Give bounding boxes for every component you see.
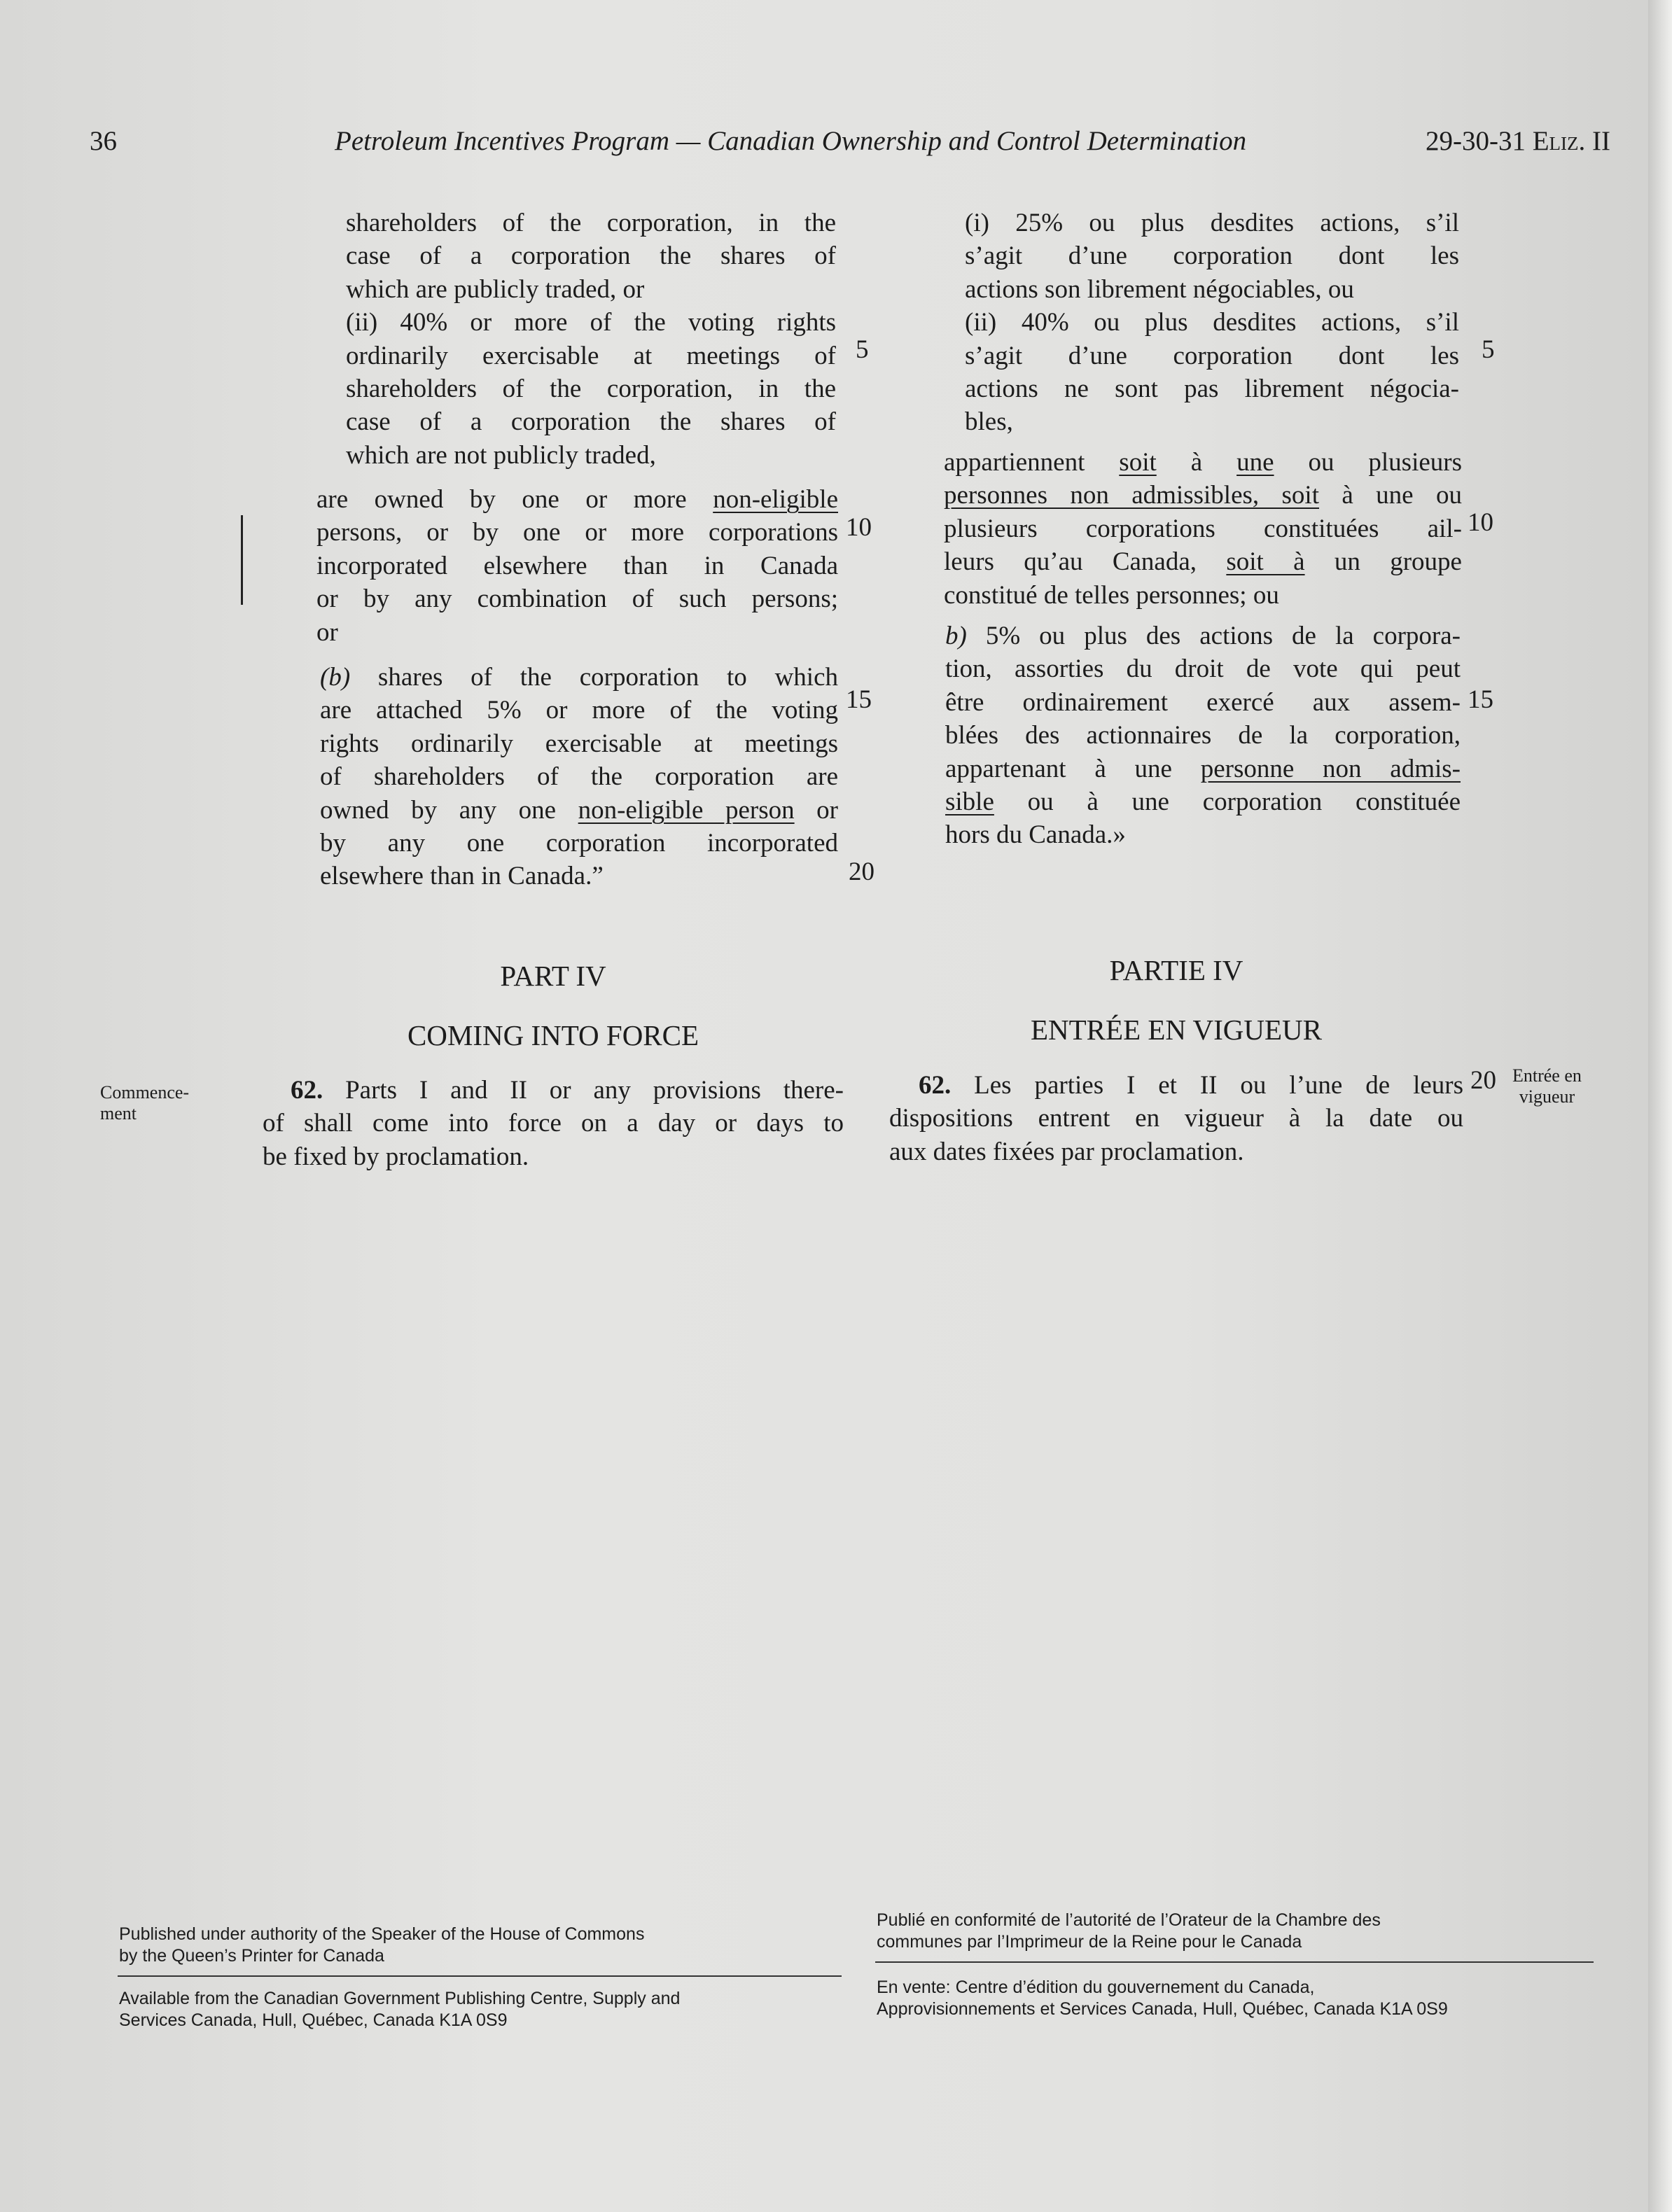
french-line: bles, xyxy=(965,407,1013,437)
english-paragraph-b xyxy=(320,661,838,893)
french-line: aux dates fixées par proclamation. xyxy=(889,1137,1244,1166)
text-span: à xyxy=(1156,448,1237,477)
french-line: être ordinairement exercé aux assem- xyxy=(945,687,1461,717)
text-span: 5% ou plus des actions de la corpora- xyxy=(966,622,1461,650)
french-section-62 xyxy=(889,1069,1463,1168)
footer-rule-fr xyxy=(875,1961,1594,1963)
underlined-text: une xyxy=(1236,448,1274,477)
part-title: COMING INTO FORCE xyxy=(407,1019,699,1051)
french-line: s’agit d’une corporation dont les xyxy=(965,241,1459,271)
underlined-text: non-eligible xyxy=(713,485,838,514)
french-line xyxy=(945,620,1461,652)
footer-available-en: Available from the Canadian Government Publishing Centre, Supply and Services Canada, Hull, Québec, Canada K1A 0S9 xyxy=(119,1989,681,2030)
section-number: 62. xyxy=(291,1076,323,1105)
partie-title: ENTRÉE EN VIGUEUR xyxy=(1030,1014,1323,1046)
line-number: 10 xyxy=(1468,508,1493,537)
line-number: 20 xyxy=(1470,1066,1496,1095)
regnal-year-caps: Eliz. II xyxy=(1532,126,1611,156)
text-span: owned by any one xyxy=(320,795,578,825)
page-number: 36 xyxy=(90,126,117,156)
text-span: ou à une corporation constituée xyxy=(994,788,1461,817)
text-span: are owned by one or more xyxy=(316,485,713,514)
english-line: or by any combination of such persons; xyxy=(316,584,838,614)
french-line: constitué de telles personnes; ou xyxy=(944,580,1279,610)
text-span: leurs qu’au Canada, xyxy=(944,547,1227,577)
french-line xyxy=(944,479,1462,512)
english-line: case of a corporation the shares of xyxy=(346,241,836,271)
regnal-year-number: 29-30-31 xyxy=(1426,126,1533,156)
french-line: actions ne sont pas librement négocia- xyxy=(965,374,1459,404)
english-continuation xyxy=(346,206,836,472)
text-span: Parts I and II or any provisions there- xyxy=(323,1076,844,1105)
french-line: hors du Canada.» xyxy=(945,820,1126,850)
french-line xyxy=(945,752,1461,785)
text-span: un groupe xyxy=(1304,547,1462,577)
section-number: 62. xyxy=(919,1071,952,1100)
running-title-text: Petroleum Incentives Program — Canadian Ownership and Control Determination xyxy=(335,126,1247,156)
english-owned-paragraph xyxy=(316,483,838,649)
french-line: (ii) 40% ou plus desdites actions, s’il xyxy=(965,308,1459,337)
underlined-text: sible xyxy=(945,788,994,817)
french-appartiennent-paragraph xyxy=(944,446,1462,612)
english-section-62 xyxy=(263,1074,844,1173)
english-line: are attached 5% or more of the voting xyxy=(320,696,838,725)
english-line: by any one corporation incorporated xyxy=(320,829,838,858)
french-line: plusieurs corporations constituées ail- xyxy=(944,514,1462,543)
english-line: persons, or by one or more corporations xyxy=(316,518,838,547)
text-span: à une ou xyxy=(1318,481,1462,510)
underlined-text: personne non admis- xyxy=(1200,754,1461,783)
footer-published-fr: Publié en conformité de l’autorité de l’Orateur de la Chambre des communes par l’Imprimeur de la Reine pour le Canada xyxy=(877,1910,1381,1952)
french-paragraph-b xyxy=(945,620,1461,852)
english-line: (ii) 40% or more of the voting rights xyxy=(346,308,836,337)
english-line: elsewhere than in Canada.” xyxy=(320,862,604,891)
text-span: Les parties I et II ou l’une de leurs xyxy=(951,1071,1463,1100)
line-number: 20 xyxy=(849,858,875,886)
english-line: shareholders of the corporation, in the xyxy=(346,374,836,404)
french-continuation xyxy=(965,206,1459,439)
french-line: blées des actionnaires de la corporation, xyxy=(945,721,1461,750)
text-span: shares of the corporation to which xyxy=(350,663,838,692)
line-number: 5 xyxy=(856,335,869,364)
line-number: 10 xyxy=(846,513,872,542)
english-line: be fixed by proclamation. xyxy=(263,1142,529,1171)
line-number: 5 xyxy=(1482,335,1495,364)
footer-available-fr: En vente: Centre d’édition du gouvernement du Canada, Approvisionnements et Services Canada, Hull, Québec, Canada K1A 0S9 xyxy=(877,1977,1448,2019)
english-line xyxy=(263,1074,844,1107)
partie-heading: PARTIE IV xyxy=(1109,954,1243,986)
french-line: actions son librement négociables, ou xyxy=(965,274,1354,304)
english-line: of shareholders of the corporation are xyxy=(320,762,838,792)
underlined-text: soit à xyxy=(1226,547,1305,577)
underlined-text: soit xyxy=(1119,448,1157,477)
english-line: rights ordinarily exercisable at meetings xyxy=(320,729,838,758)
line-number: 15 xyxy=(1468,685,1493,714)
running-title xyxy=(335,127,1399,155)
french-line xyxy=(944,545,1462,578)
text-span: appartiennent xyxy=(944,448,1120,477)
regnal-year xyxy=(1426,127,1610,155)
text-span: or xyxy=(794,795,838,825)
paragraph-label: (b) xyxy=(320,663,351,692)
line-number: 15 xyxy=(846,685,872,714)
english-line: which are publicly traded, or xyxy=(346,274,645,304)
english-line: of shall come into force on a day or days to xyxy=(263,1109,844,1138)
english-line: incorporated elsewhere than in Canada xyxy=(316,551,838,580)
french-line: tion, assorties du droit de vote qui peut xyxy=(945,654,1461,684)
text-span: ou plusieurs xyxy=(1274,448,1462,477)
french-line xyxy=(889,1069,1463,1102)
change-bar xyxy=(241,515,243,605)
english-line: shareholders of the corporation, in the xyxy=(346,209,836,237)
footer-rule-en xyxy=(118,1975,842,1977)
page-edge xyxy=(1648,0,1672,2212)
english-line: which are not publicly traded, xyxy=(346,440,656,470)
margin-note: Commence- ment xyxy=(100,1082,190,1124)
english-line xyxy=(320,661,838,694)
french-line: (i) 25% ou plus desdites actions, s’il xyxy=(965,209,1459,237)
english-line xyxy=(320,794,838,827)
show-through-text xyxy=(84,588,90,623)
french-line: s’agit d’une corporation dont les xyxy=(965,341,1459,370)
english-line: ordinarily exercisable at meetings of xyxy=(346,341,836,370)
french-line: dispositions entrent en vigueur à la date ou xyxy=(889,1104,1463,1133)
paragraph-label: b) xyxy=(945,622,967,650)
english-line: or xyxy=(316,617,338,647)
underlined-text: non-eligible person xyxy=(578,795,795,825)
english-line: case of a corporation the shares of xyxy=(346,407,836,437)
part-heading: PART IV xyxy=(500,960,606,992)
french-line xyxy=(945,785,1461,818)
french-line xyxy=(944,446,1462,479)
margin-note: Entrée en vigueur xyxy=(1512,1065,1582,1107)
text-span: appartenant à une xyxy=(945,754,1201,783)
english-line xyxy=(316,483,838,516)
footer-published-en: Published under authority of the Speaker of the House of Commons by the Queen’s Printer for Canada xyxy=(119,1924,645,1966)
underlined-text: personnes non admissibles, soit xyxy=(944,481,1319,510)
